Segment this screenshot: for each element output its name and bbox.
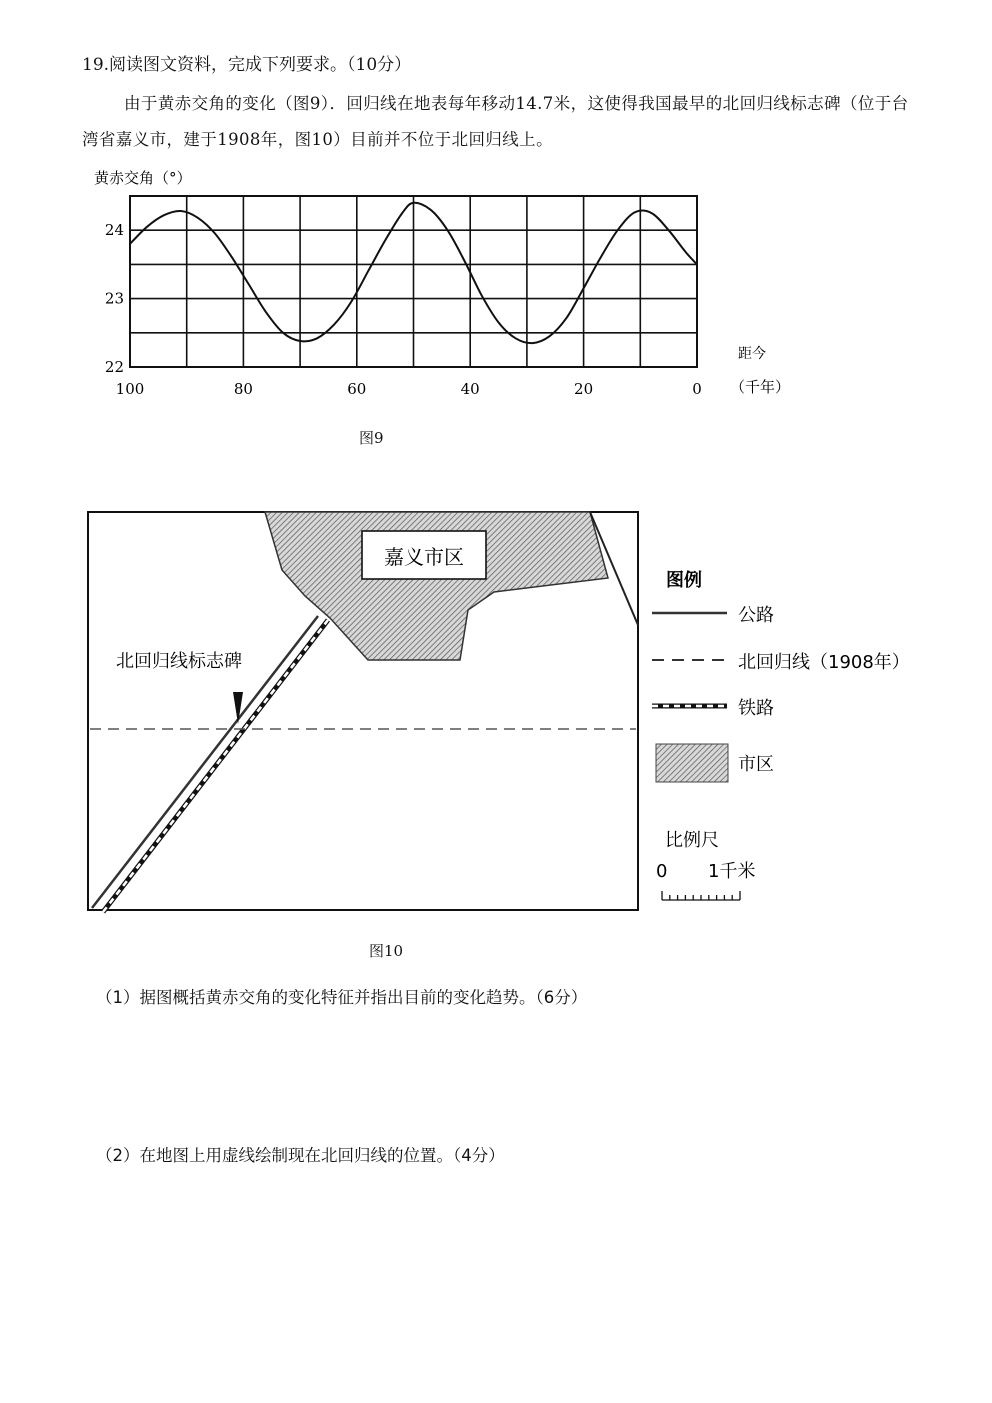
question-intro: 由于黄赤交角的变化（图9）．回归线在地表每年移动14.7米，这使得我国最早的北回归线标志碑（位于台湾省嘉义市，建于1908年，图10）目前并不位于北回归线上。 [82, 94, 909, 149]
chart-x-tick-label: 100 [115, 380, 145, 398]
sub-question-1: （1）据图概括黄赤交角的变化特征并指出目前的变化趋势。（6分） [96, 988, 588, 1007]
legend-tropic-label: 北回归线（1908年） [738, 652, 910, 673]
monument-label: 北回归线标志碑 [116, 651, 242, 672]
scale-unit: 1千米 [708, 861, 756, 882]
chart-x-ticks [116, 380, 702, 398]
chart-x-tick-label: 80 [233, 380, 253, 398]
chart-grid [130, 196, 697, 367]
chart-x-tick-label: 20 [574, 380, 594, 398]
sub-question-2: （2）在地图上用虚线绘制现在北回归线的位置。（4分） [96, 1146, 505, 1165]
chart-y-tick-label: 22 [104, 358, 124, 376]
chart-x-tick-label: 40 [460, 380, 480, 398]
chart-xlabel-line2: （千年） [730, 378, 791, 396]
monument-marker [233, 692, 243, 724]
scale-title: 比例尺 [665, 830, 719, 851]
figure9-caption: 图9 [359, 429, 384, 447]
scale-zero: 0 [656, 861, 668, 882]
chart-xlabel-line1: 距今 [738, 346, 766, 362]
scale-bar [662, 891, 740, 900]
city-label: 嘉义市区 [384, 545, 464, 569]
question-title: 19.阅读图文资料，完成下列要求。（10分） [82, 55, 412, 75]
legend-railway-label: 铁路 [738, 698, 774, 719]
chart-ylabel: 黄赤交角（°） [94, 169, 192, 187]
chart-x-tick-label: 0 [692, 380, 702, 398]
chart-y-ticks [105, 221, 124, 376]
chart-y-tick-label: 24 [104, 221, 124, 240]
obliquity-chart [0, 150, 992, 450]
chart-y-tick-label: 23 [104, 289, 124, 308]
tropic-map [0, 500, 992, 920]
legend-road-label: 公路 [738, 605, 774, 626]
legend-city-label: 市区 [738, 754, 774, 775]
figure10-caption: 图10 [369, 942, 404, 960]
chart-x-tick-label: 60 [347, 380, 367, 398]
legend-title: 图例 [666, 570, 702, 591]
legend-city-symbol [656, 744, 728, 782]
